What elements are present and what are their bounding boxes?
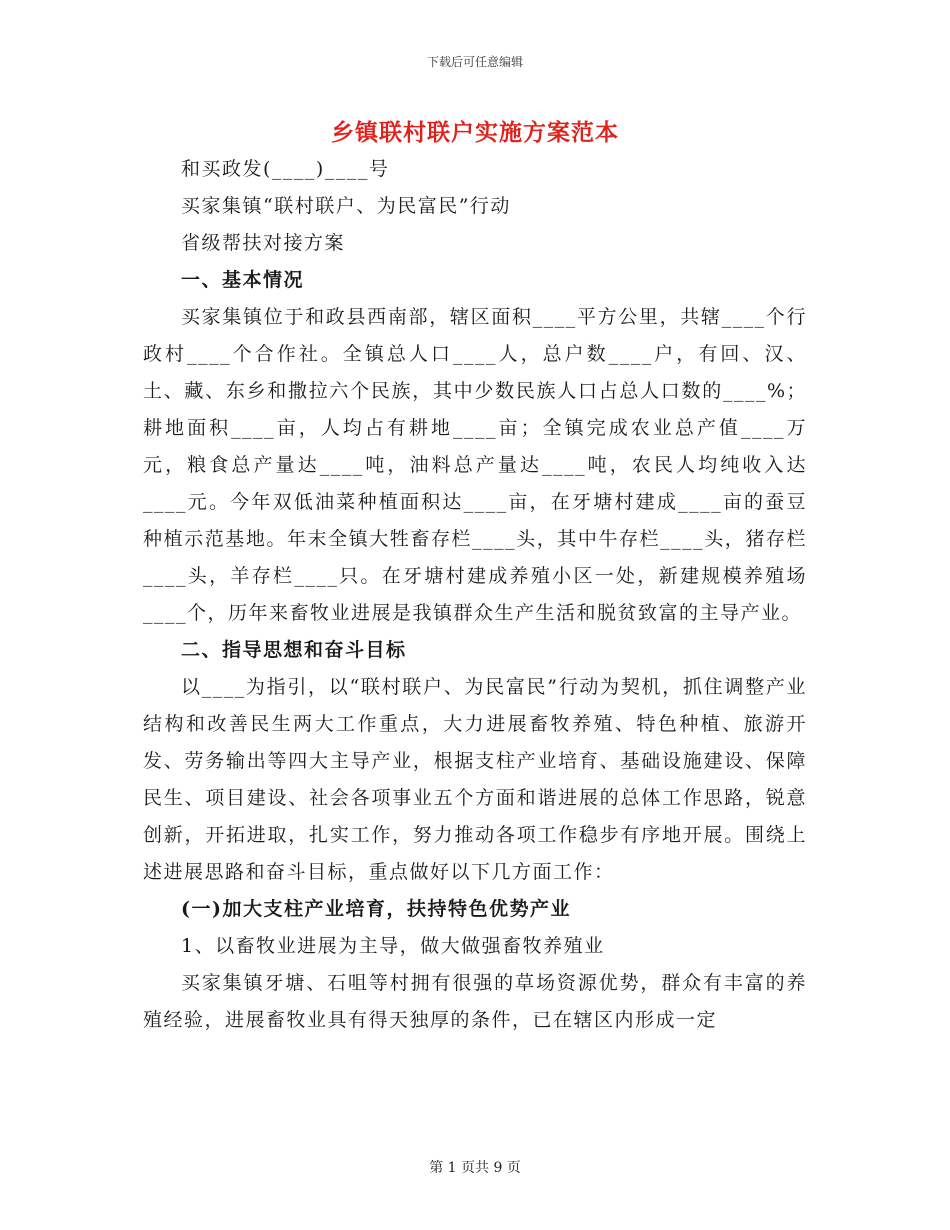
section-1-heading: 一、基本情况: [181, 269, 305, 291]
document-body: [143, 151, 807, 1039]
subtitle-line-1: 买家集镇“联村联户、为民富民”行动: [181, 195, 511, 217]
page-footer: 第 1 页共 9 页: [429, 1160, 521, 1176]
doc-number-line: 和买政发(____)____号: [181, 158, 390, 180]
document-title: 乡镇联村联户实施方案范本: [331, 119, 619, 146]
item-1-paragraph: 买家集镇牙塘、石咀等村拥有很强的草场资源优势，群众有丰富的养殖经验，进展畜牧业具有得天独厚的条件，已在辖区内形成一定: [143, 972, 807, 1031]
subtitle-line-2: 省级帮扶对接方案: [181, 232, 346, 254]
section-1-paragraph: 买家集镇位于和政县西南部，辖区面积____平方公里，共辖____个行政村____个合作社。全镇总人口____人，总户数____户，有回、汉、土、藏、东乡和撒拉六个民族，其中少数民族人口占总人口数的____%；耕地面积____亩，人均占有耕地____亩；全镇完成农业总产值____万元，粮食总产量达____吨，油料总产量达____吨，农民人均纯收入达____元。今年双低油菜种植面积达____亩，在牙塘村建成____亩的蚕豆种植示范基地。年末全镇大牲畜存栏____头，其中牛存栏____头，猪存栏____头，羊存栏____只。在牙塘村建成养殖小区一处，新建规模养殖场____个，历年来畜牧业进展是我镇群众生产生活和脱贫致富的主导产业。: [143, 306, 807, 624]
section-2-heading: 二、指导思想和奋斗目标: [181, 639, 407, 661]
item-1-heading: 1、以畜牧业进展为主导，做大做强畜牧养殖业: [181, 935, 605, 957]
header-note: 下载后可任意编辑: [426, 55, 523, 69]
subsection-1-heading: (一)加大支柱产业培育，扶持特色优势产业: [181, 898, 571, 920]
section-2-paragraph: 以____为指引，以“联村联户、为民富民”行动为契机，抓住调整产业结构和改善民生两大工作重点，大力进展畜牧养殖、特色种植、旅游开发、劳务输出等四大主导产业，根据支柱产业培育、基础设施建设、保障民生、项目建设、社会各项事业五个方面和谐进展的总体工作思路，锐意创新，开拓进取，扎实工作，努力推动各项工作稳步有序地开展。围绕上述进展思路和奋斗目标，重点做好以下几方面工作：: [143, 676, 807, 883]
